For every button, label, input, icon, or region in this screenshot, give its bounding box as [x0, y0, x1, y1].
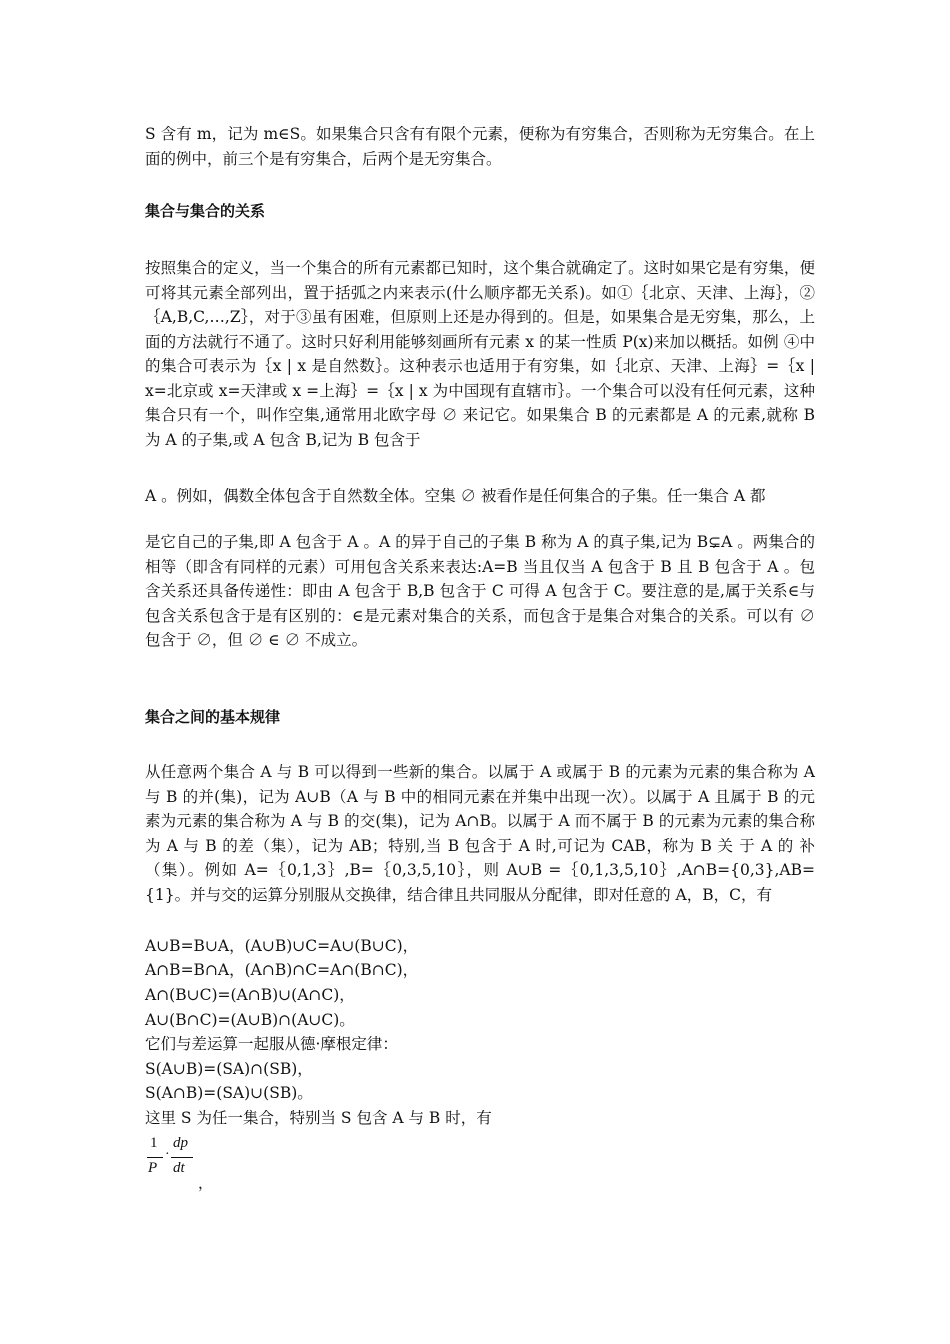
heading-basic-laws: 集合之间的基本规律: [145, 708, 281, 726]
formula-demorgan-2: S(A∩B)=(SA)∪(SB)。: [145, 1084, 313, 1102]
fraction-formula: [145, 1133, 205, 1183]
paragraph-set-definition: 按照集合的定义，当一个集合的所有元素都已知时，这个集合就确定了。这时如果它是有穷集，便可将其元素全部列出，置于括弧之内来表示(什么顺序都无关系)。如①｛北京、天津、上海｝，②｛A,B,C,…,Z｝，对于③虽有困难，但原则上还是办得到的。但是，如果集合是无穷集，那么，上面的方法就行不通了。这时只好利用能够刻画所有元素 x 的某一性质 P(x)来加以概括。如例 ④中的集合可表示为｛x | x 是自然数｝。这种表示也适用于有穷集，如｛北京、天津、上海｝=｛x | x=北京或 x=天津或 x =上海｝=｛x | x 为中国现有直辖市｝。一个集合可以没有任何元素，这种集合只有一个，叫作空集,通常用北欧字母 ∅ 来记它。如果集合 B 的元素都是 A 的元素,就称 B 为 A 的子集,或 A 包含 B,记为 B 包含于: [145, 259, 815, 449]
fraction-denominator-2: dt: [173, 1160, 185, 1176]
fraction-denominator-1: P: [148, 1160, 158, 1176]
formula-distributive-1: A∩(B∪C)=(A∩B)∪(A∩C)，: [145, 986, 355, 1004]
fraction-bar-2: [171, 1157, 193, 1158]
fraction-numerator-2: dp: [173, 1135, 188, 1151]
multiply-dot: ·: [165, 1147, 170, 1162]
formula-distributive-2: A∪(B∩C)=(A∪B)∩(A∪C)。: [145, 1011, 355, 1029]
formula-commutative-associative-intersection: A∩B=B∩A，(A∩B)∩C=A∩(B∩C)，: [145, 961, 419, 979]
fraction-trailing-comma: ，: [198, 1174, 214, 1192]
fraction-numerator-1: 1: [150, 1135, 158, 1151]
paragraph-union-intersection: 从任意两个集合 A 与 B 可以得到一些新的集合。以属于 A 或属于 B 的元素为元素的集合称为 A 与 B 的并(集)，记为 A∪B（A 与 B 中的相同元素在并集中出现一次）。以属于 A 且属于 B 的元素为元素的集合称为 A 与 B 的交(集)，记为 A∩B。以属于 A 而不属于 B 的元素为元素的集合称为 A 与 B 的差（集），记为 AB；特别,当 B 包含于 A 时,可记为 CAB，称为 B 关 于 A 的 补（集）。例如 A=｛0,1,3｝,B=｛0,3,5,10｝，则 A∪B =｛0,1,3,5,10｝,A∩B={0,3},AB={1}。并与交的运算分别服从交换律，结合律且共同服从分配律，即对任意的 A，B，C，有: [145, 763, 815, 904]
fraction-bar-1: [147, 1157, 163, 1158]
paragraph-finite-sets: S 含有 m，记为 m∈S。如果集合只含有有限个元素，便称为有穷集合，否则称为无穷集合。在上面的例中，前三个是有穷集合，后两个是无穷集合。: [145, 125, 815, 168]
paragraph-proper-subset: 是它自己的子集,即 A 包含于 A 。A 的异于自己的子集 B 称为 A 的真子集,记为 B⊊A 。两集合的相等（即含有同样的元素）可用包含关系来表达:A=B 当且仅当 A 包含于 B 且 B 包含于 A 。包含关系还具备传递性：即由 A 包含于 B,B 包含于 C 可得 A 包含于 C。要注意的是,属于关系∈与包含关系包含于是有区别的：∈是元素对集合的关系，而包含于是集合对集合的关系。可以有 ∅ 包含于 ∅，但 ∅ ∈ ∅ 不成立。: [145, 533, 815, 649]
demorgan-intro: 它们与差运算一起服从德·摩根定律：: [145, 1035, 398, 1053]
heading-set-relations: 集合与集合的关系: [145, 202, 266, 220]
formula-demorgan-1: S(A∪B)=(SA)∩(SB)，: [145, 1060, 313, 1078]
paragraph-subset-example: A 。例如，偶数全体包含于自然数全体。空集 ∅ 被看作是任何集合的子集。任一集合 A 都: [145, 487, 766, 505]
closing-sentence: 这里 S 为任一集合，特别当 S 包含 A 与 B 时，有: [145, 1109, 492, 1127]
formula-commutative-associative-union: A∪B=B∪A，(A∪B)∪C=A∪(B∪C)，: [145, 937, 419, 955]
